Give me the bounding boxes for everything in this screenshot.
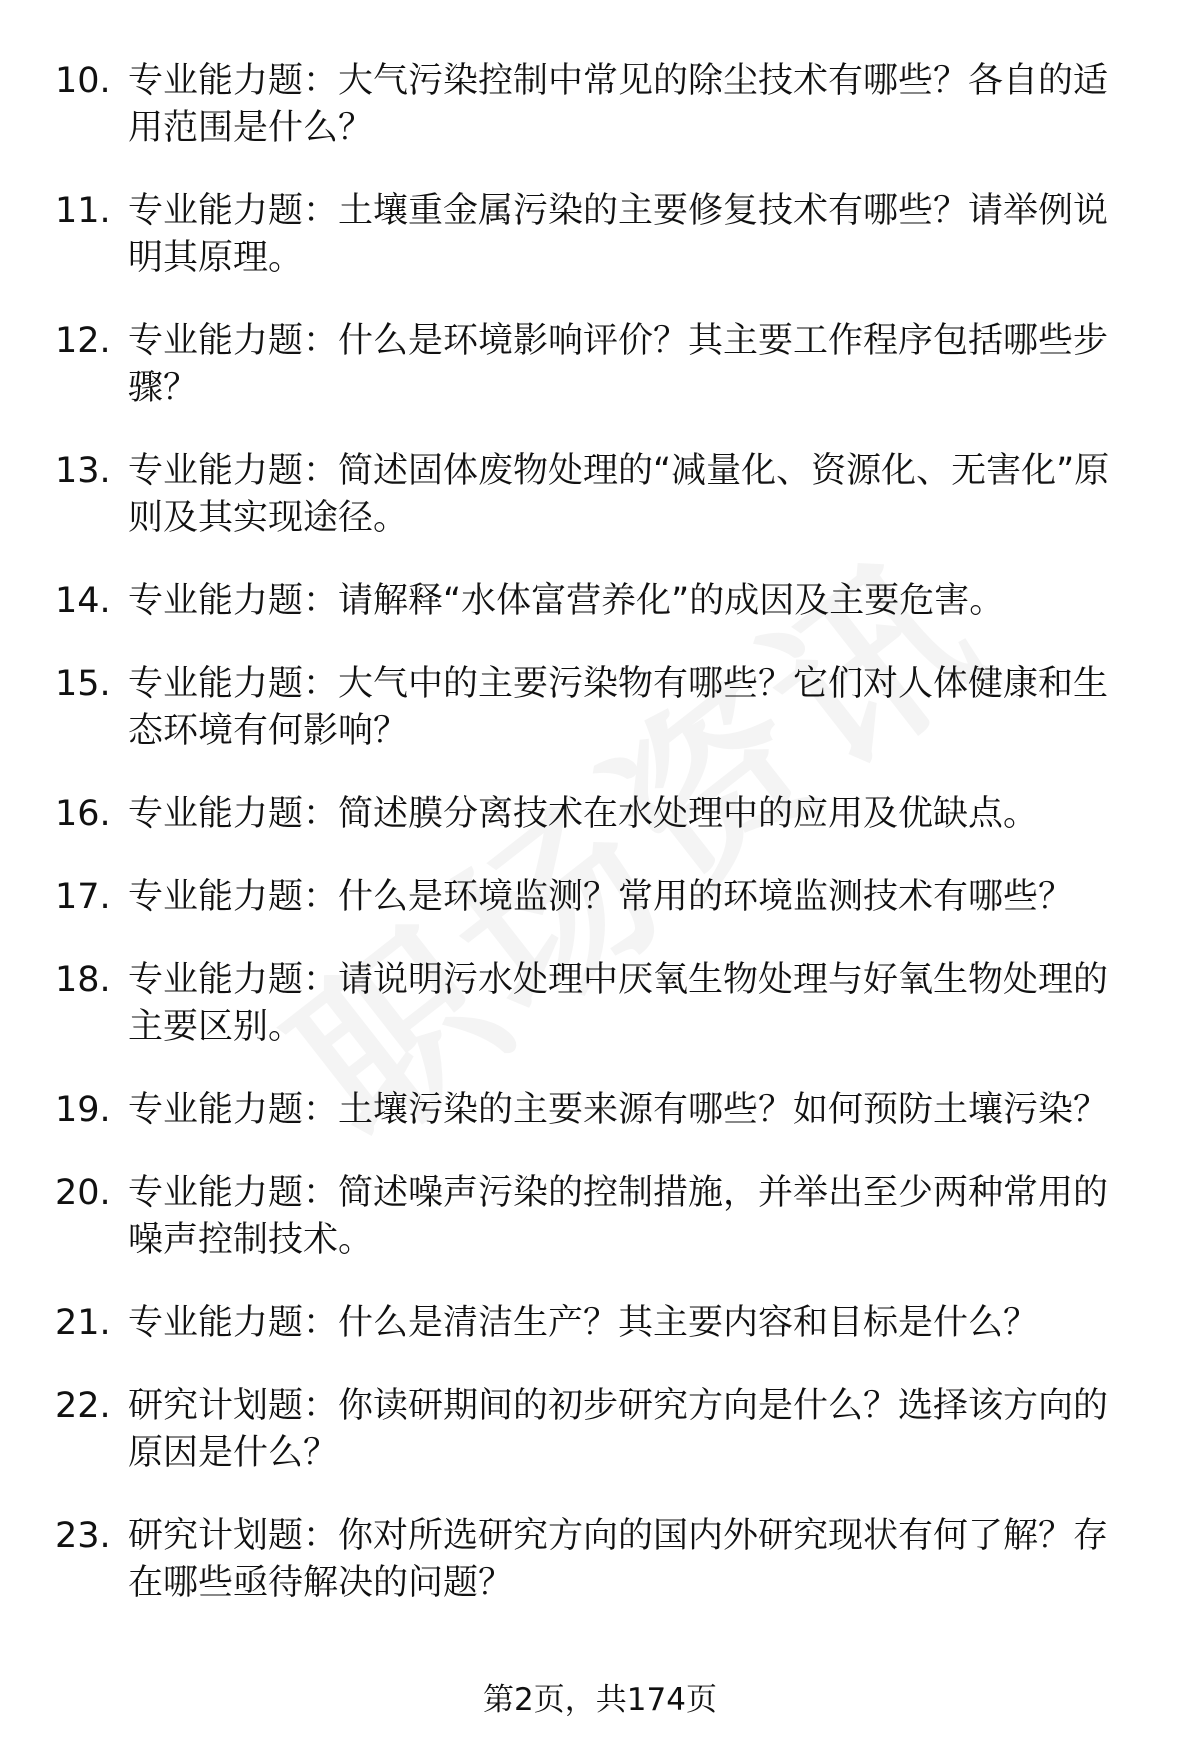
question-text: 专业能力题：什么是环境影响评价？其主要工作程序包括哪些步骤？ [128,321,1109,408]
list-item [0,1300,1200,1347]
question-text: 专业能力题：什么是清洁生产？其主要内容和目标是什么？ [128,1303,1039,1343]
list-item [0,661,1200,755]
list-item [0,1087,1200,1134]
list-item [0,448,1200,542]
list-item [0,1170,1200,1264]
page-footer [0,1680,1200,1720]
question-number: 14. [55,581,111,621]
question-number: 12. [55,321,111,361]
question-number: 18. [55,960,111,1000]
question-number: 21. [55,1303,111,1343]
list-item [0,791,1200,838]
list-item [0,1383,1200,1477]
question-list [0,58,1200,1643]
list-item [0,578,1200,625]
question-text: 专业能力题：请解释“水体富营养化”的成因及主要危害。 [128,581,1005,621]
question-text: 专业能力题：大气污染控制中常见的除尘技术有哪些？各自的适用范围是什么？ [128,61,1109,148]
question-text: 专业能力题：土壤重金属污染的主要修复技术有哪些？请举例说明其原理。 [128,191,1109,278]
question-text: 专业能力题：简述固体废物处理的“减量化、资源化、无害化”原则及其实现途径。 [128,451,1110,538]
list-item [0,1513,1200,1607]
question-number: 15. [55,664,111,704]
question-text: 专业能力题：简述噪声污染的控制措施，并举出至少两种常用的噪声控制技术。 [128,1173,1109,1260]
question-number: 13. [55,451,111,491]
list-item [0,874,1200,921]
question-number: 10. [55,61,111,101]
question-number: 17. [55,877,111,917]
question-number: 22. [55,1386,111,1426]
list-item [0,957,1200,1051]
question-number: 11. [55,191,111,231]
question-number: 16. [55,794,111,834]
question-number: 19. [55,1090,111,1130]
question-text: 专业能力题：请说明污水处理中厌氧生物处理与好氧生物处理的主要区别。 [128,960,1109,1047]
list-item [0,188,1200,282]
question-text: 专业能力题：土壤污染的主要来源有哪些？如何预防土壤污染？ [128,1090,1109,1130]
list-item [0,318,1200,412]
question-text: 专业能力题：什么是环境监测？常用的环境监测技术有哪些？ [128,877,1074,917]
question-number: 23. [55,1516,111,1556]
question-number: 20. [55,1173,111,1213]
page-number-label: 第2页，共174页 [483,1682,717,1718]
list-item [0,58,1200,152]
question-text: 专业能力题：简述膜分离技术在水处理中的应用及优缺点。 [128,794,1039,834]
question-text: 专业能力题：大气中的主要污染物有哪些？它们对人体健康和生态环境有何影响？ [128,664,1109,751]
question-text: 研究计划题：你读研期间的初步研究方向是什么？选择该方向的原因是什么？ [128,1386,1109,1473]
question-text: 研究计划题：你对所选研究方向的国内外研究现状有何了解？存在哪些亟待解决的问题？ [128,1516,1109,1603]
